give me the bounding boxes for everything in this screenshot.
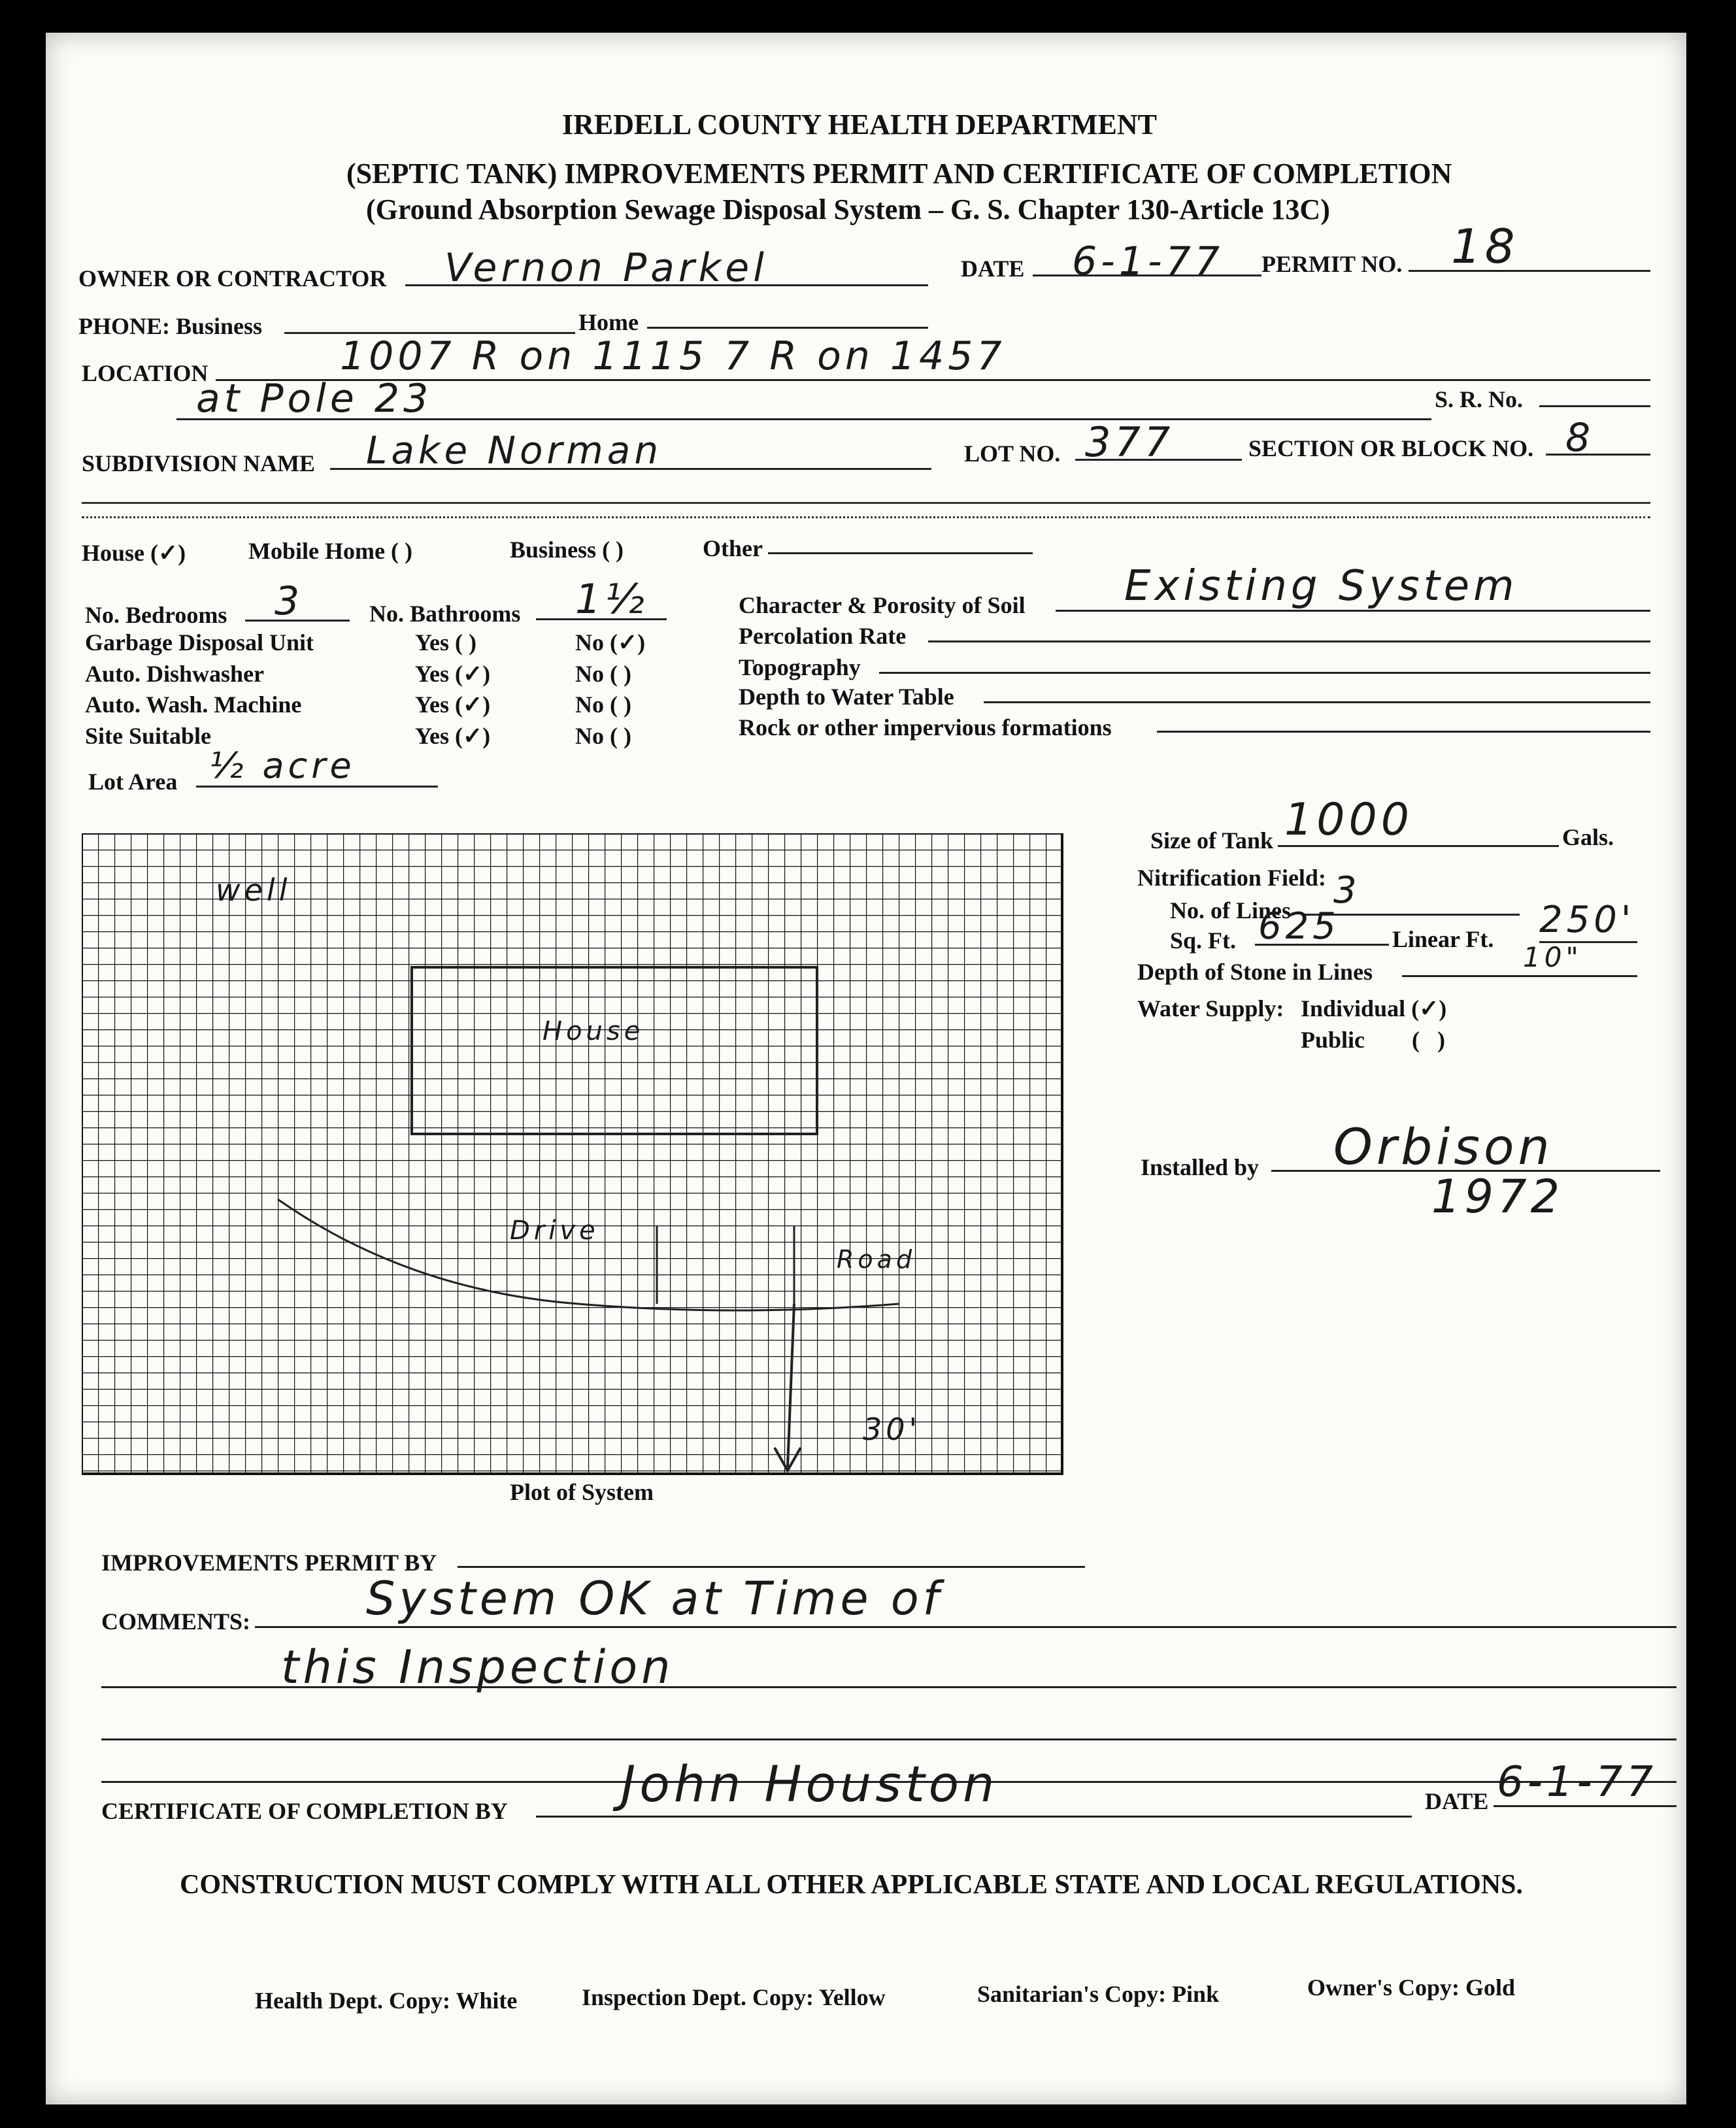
certificate-signature[interactable]: John Houston xyxy=(621,1755,999,1813)
location-value-1[interactable]: 1007 R on 1115 7 R on 1457 xyxy=(340,333,1006,379)
stone-depth-value[interactable]: 10" xyxy=(1523,941,1582,973)
permit-line xyxy=(1409,270,1650,272)
plot-note-well: well xyxy=(216,873,292,908)
divider-1 xyxy=(82,502,1650,504)
location-value-2[interactable]: at Pole 23 xyxy=(196,376,433,422)
water-supply-label: Water Supply: xyxy=(1137,995,1284,1022)
plot-grid xyxy=(82,833,1069,1487)
topography-line xyxy=(879,672,1650,674)
location-label: LOCATION xyxy=(82,360,209,386)
rock-label: Rock or other impervious formations xyxy=(739,714,1112,740)
bathrooms-label: No. Bathrooms xyxy=(369,601,521,627)
date-value[interactable]: 6-1-77 xyxy=(1072,239,1224,284)
dishwasher-label: Auto. Dishwasher xyxy=(85,661,265,687)
installed-by-label: Installed by xyxy=(1141,1154,1260,1180)
tank-size-value[interactable]: 1000 xyxy=(1284,794,1414,846)
installed-year-value[interactable]: 1972 xyxy=(1431,1170,1564,1223)
business-option[interactable]: Business ( ) xyxy=(510,537,624,563)
garbage-no[interactable]: No (✓) xyxy=(575,629,646,656)
regulations-notice: CONSTRUCTION MUST COMPLY WITH ALL OTHER APPLICABLE STATE AND LOCAL REGULATIONS. xyxy=(180,1870,1523,1900)
certificate-label: CERTIFICATE OF COMPLETION BY xyxy=(101,1798,508,1824)
comments-value-2[interactable]: this Inspection xyxy=(281,1640,675,1694)
certificate-date-label: DATE xyxy=(1425,1788,1489,1814)
site-suitable-no[interactable]: No ( ) xyxy=(575,723,631,749)
perc-line xyxy=(928,640,1650,642)
lines-value[interactable]: 3 xyxy=(1333,869,1361,912)
form-subtitle: (Ground Absorption Sewage Disposal System – G. S. Chapter 130-Article 13C) xyxy=(366,193,1330,225)
house-option[interactable]: House (✓) xyxy=(82,540,186,566)
wash-machine-yes[interactable]: Yes (✓) xyxy=(415,691,491,718)
plot-note-road: Road xyxy=(837,1245,916,1274)
comments-line-1 xyxy=(255,1626,1677,1628)
topography-label: Topography xyxy=(739,654,861,680)
phone-home-line xyxy=(647,327,928,329)
copy-owner: Owner's Copy: Gold xyxy=(1307,1974,1516,2001)
site-suitable-label: Site Suitable xyxy=(85,723,212,749)
lot-value[interactable]: 377 xyxy=(1085,418,1175,466)
soil-character-value[interactable]: Existing System xyxy=(1124,562,1518,610)
garbage-label: Garbage Disposal Unit xyxy=(85,629,314,656)
section-value[interactable]: 8 xyxy=(1565,415,1595,461)
phone-business-label: PHONE: Business xyxy=(78,313,263,339)
subdivision-value[interactable]: Lake Norman xyxy=(366,428,663,473)
dishwasher-no[interactable]: No ( ) xyxy=(575,661,631,687)
lot-area-value[interactable]: ½ acre xyxy=(209,745,356,786)
sr-line xyxy=(1539,405,1650,407)
mobile-home-option[interactable]: Mobile Home ( ) xyxy=(248,538,412,564)
rock-line xyxy=(1157,731,1650,733)
permit-value[interactable]: 18 xyxy=(1451,219,1519,274)
section-label: SECTION OR BLOCK NO. xyxy=(1248,435,1534,461)
copy-health: Health Dept. Copy: White xyxy=(255,1987,518,2014)
water-table-line xyxy=(984,701,1650,703)
department-title: IREDELL COUNTY HEALTH DEPARTMENT xyxy=(562,108,1157,141)
lot-label: LOT NO. xyxy=(964,441,1061,467)
section-line xyxy=(1546,454,1650,456)
bedrooms-label: No. Bedrooms xyxy=(85,602,227,628)
tank-size-label: Size of Tank xyxy=(1150,827,1274,854)
plot-note-house: House xyxy=(542,1016,644,1046)
subdivision-label: SUBDIVISION NAME xyxy=(82,450,316,476)
lines-label: No. of Lines xyxy=(1170,897,1292,923)
plot-note-30: 30' xyxy=(863,1412,922,1447)
wash-machine-label: Auto. Wash. Machine xyxy=(85,691,302,718)
certificate-line xyxy=(536,1816,1412,1818)
permit-by-label: IMPROVEMENTS PERMIT BY xyxy=(101,1550,437,1576)
phone-home-label: Home xyxy=(578,309,639,335)
other-label: Other xyxy=(703,535,763,561)
lot-area-label: Lot Area xyxy=(88,769,178,795)
bedrooms-value[interactable]: 3 xyxy=(275,578,304,624)
site-suitable-yes[interactable]: Yes (✓) xyxy=(415,723,491,749)
comments-line-3 xyxy=(101,1738,1677,1740)
comments-value-1[interactable]: System OK at Time of xyxy=(366,1572,943,1625)
sqft-value[interactable]: 625 xyxy=(1258,905,1340,948)
owner-value[interactable]: Vernon Parkel xyxy=(444,245,768,291)
permit-label: PERMIT NO. xyxy=(1261,251,1403,277)
plot-note-drive: Drive xyxy=(510,1216,599,1246)
stone-depth-label: Depth of Stone in Lines xyxy=(1137,959,1373,985)
nitrification-label: Nitrification Field: xyxy=(1137,865,1326,891)
gals-label: Gals. xyxy=(1562,824,1614,850)
garbage-yes[interactable]: Yes ( ) xyxy=(415,629,476,656)
other-line xyxy=(768,552,1033,554)
installed-by-value[interactable]: Orbison xyxy=(1333,1118,1554,1176)
dishwasher-yes[interactable]: Yes (✓) xyxy=(415,661,491,687)
linear-value[interactable]: 250' xyxy=(1539,899,1635,941)
owner-label: OWNER OR CONTRACTOR xyxy=(78,265,387,291)
wash-machine-no[interactable]: No ( ) xyxy=(575,691,631,718)
linear-label: Linear Ft. xyxy=(1392,926,1494,952)
copy-inspection: Inspection Dept. Copy: Yellow xyxy=(582,1984,886,2010)
certificate-date-value[interactable]: 6-1-77 xyxy=(1497,1758,1658,1806)
permit-by-line xyxy=(458,1566,1085,1568)
copy-sanitarian: Sanitarian's Copy: Pink xyxy=(977,1981,1220,2007)
bathrooms-value[interactable]: 1½ xyxy=(575,575,648,623)
date-label: DATE xyxy=(961,256,1025,282)
water-public-option[interactable]: Public ( ) xyxy=(1301,1027,1445,1053)
sr-label: S. R. No. xyxy=(1435,386,1524,412)
water-table-label: Depth to Water Table xyxy=(739,684,954,710)
form-title: (SEPTIC TANK) IMPROVEMENTS PERMIT AND CERTIFICATE OF COMPLETION xyxy=(346,158,1452,190)
perc-label: Percolation Rate xyxy=(739,623,907,649)
comments-label: COMMENTS: xyxy=(101,1608,250,1635)
plot-caption: Plot of System xyxy=(510,1479,654,1505)
stone-depth-line xyxy=(1402,975,1637,977)
divider-2 xyxy=(82,516,1650,518)
water-individual-option[interactable]: Individual (✓) xyxy=(1301,995,1447,1022)
soil-character-label: Character & Porosity of Soil xyxy=(739,592,1026,618)
sqft-label: Sq. Ft. xyxy=(1170,927,1237,954)
